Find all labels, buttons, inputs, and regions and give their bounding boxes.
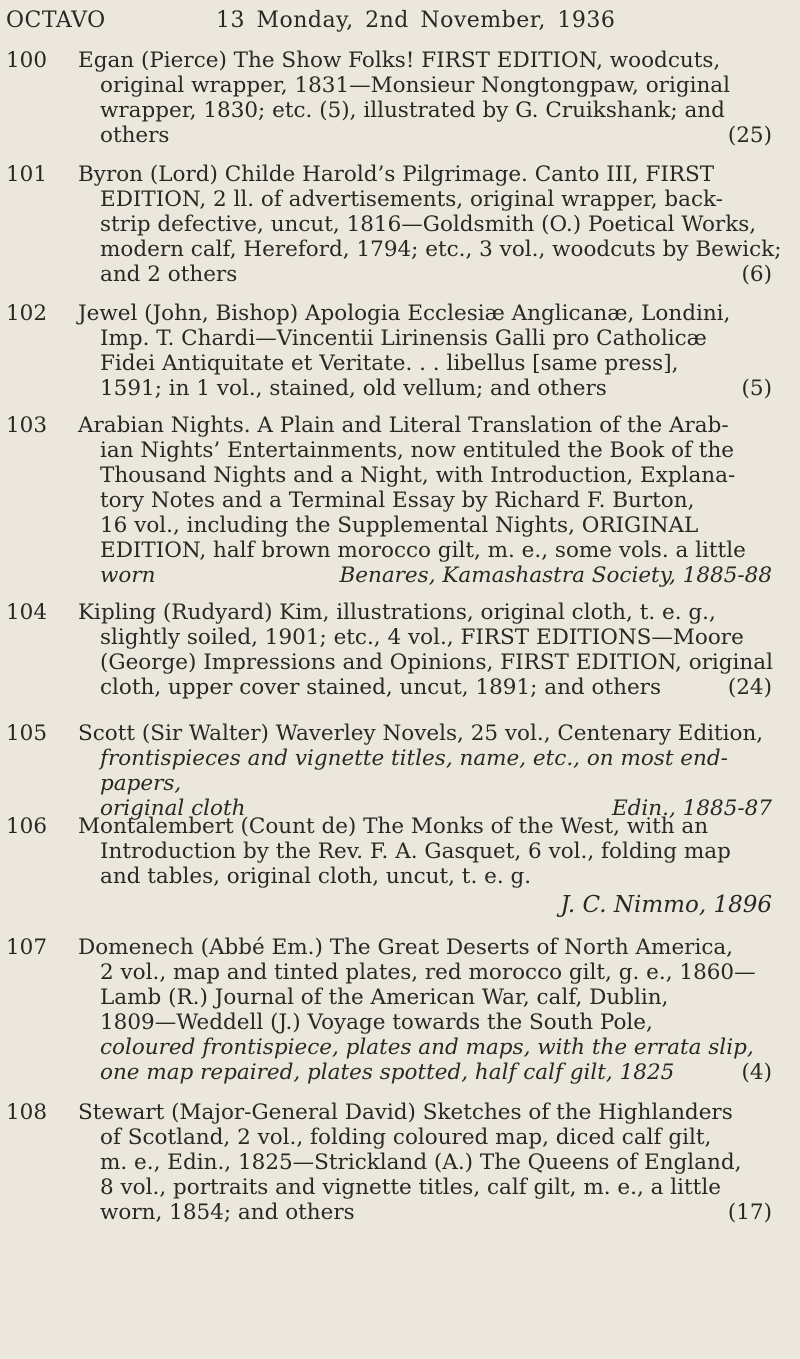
lot-number: 101 (6, 162, 48, 187)
lot-line: Stewart (Major-General David) Sketches of the Highlanders (78, 1100, 733, 1125)
lot-line: Domenech (Abbé Em.) The Great Deserts of North America, (78, 935, 734, 960)
lot-line: worn, 1854; and others (100, 1200, 355, 1225)
lot-line: Egan (Pierce) The Show Folks! FIRST EDITION, woodcuts, (78, 48, 721, 73)
lot-number: 106 (6, 814, 48, 839)
lot-line: and tables, original cloth, uncut, t. e. g. (100, 864, 532, 889)
lot-number: 107 (6, 935, 48, 960)
lot-price: (4) (741, 1060, 772, 1085)
lot-line: one map repaired, plates spotted, half calf gilt, 1825 (100, 1060, 675, 1085)
lot-line: ian Nights’ Entertainments, now entituled the Book of the (100, 438, 735, 463)
lot-line: worn (100, 563, 156, 588)
lot-number: 102 (6, 301, 48, 326)
lot-line: 1809—Weddell (J.) Voyage towards the South Pole, (100, 1010, 653, 1035)
lot-line: tory Notes and a Terminal Essay by Richard F. Burton, (100, 488, 695, 513)
lot-imprint: Edin., 1885-87 (611, 796, 772, 821)
lot-line: Arabian Nights. A Plain and Literal Translation of the Arab- (78, 413, 729, 438)
lot-line: frontispieces and vignette titles, name, etc., on most end-papers, (100, 746, 728, 796)
lot-price: (5) (741, 376, 772, 401)
lot-line: Jewel (John, Bishop) Apologia Ecclesiæ Anglicanæ, Londini, (78, 301, 731, 326)
lot-line: Lamb (R.) Journal of the American War, calf, Dublin, (100, 985, 669, 1010)
lot-line (100, 893, 107, 918)
lot-line: cloth, upper cover stained, uncut, 1891; and others (100, 675, 661, 700)
lot-line: EDITION, 2 ll. of advertisements, original wrapper, back- (100, 187, 723, 212)
lot-line: original cloth (100, 796, 246, 821)
lot-line: and 2 others (100, 262, 238, 287)
lot-line: EDITION, half brown morocco gilt, m. e., some vols. a little (100, 538, 746, 563)
lot-line: 8 vol., portraits and vignette titles, calf gilt, m. e., a little (100, 1175, 721, 1200)
lot-entry (6, 721, 794, 821)
lot-price: (17) (727, 1200, 772, 1225)
lot-line: strip defective, uncut, 1816—Goldsmith (O.) Poetical Works, (100, 212, 757, 237)
lot-line: 16 vol., including the Supplemental Nights, ORIGINAL (100, 513, 699, 538)
lot-number: 108 (6, 1100, 48, 1125)
lot-number: 105 (6, 721, 48, 746)
lot-number: 100 (6, 48, 48, 73)
section-label: OCTAVO (6, 8, 106, 33)
lot-entry (6, 301, 794, 401)
lot-number: 104 (6, 600, 48, 625)
lot-line: wrapper, 1830; etc. (5), illustrated by G. Cruikshank; and (100, 98, 725, 123)
lot-price: (24) (727, 675, 772, 700)
lot-line: Imp. T. Chardi—Vincentii Lirinensis Galli pro Catholicæ (100, 326, 707, 351)
lot-price: (6) (741, 262, 772, 287)
lot-imprint: J. C. Nimmo, 1896 (560, 892, 772, 918)
lot-line: 1591; in 1 vol., stained, old vellum; and others (100, 376, 607, 401)
lot-entry (6, 413, 794, 588)
lot-number: 103 (6, 413, 48, 438)
lot-entry (6, 162, 794, 287)
lot-line: (George) Impressions and Opinions, FIRST EDITION, original (100, 650, 773, 675)
page-date-line: 13 Monday, 2nd November, 1936 (216, 8, 616, 33)
lot-entry (6, 1100, 794, 1225)
lot-entry (6, 814, 794, 918)
lot-line: others (100, 123, 170, 148)
lot-price: (25) (727, 123, 772, 148)
lot-line: coloured frontispiece, plates and maps, with the errata slip, (100, 1035, 754, 1060)
lot-line: 2 vol., map and tinted plates, red morocco gilt, g. e., 1860— (100, 960, 756, 985)
lot-line: modern calf, Hereford, 1794; etc., 3 vol., woodcuts by Bewick; (100, 237, 782, 262)
lot-imprint: Benares, Kamashastra Society, 1885-88 (339, 563, 772, 588)
lot-line: slightly soiled, 1901; etc., 4 vol., FIRST EDITIONS—Moore (100, 625, 744, 650)
lot-entry (6, 600, 794, 700)
lot-line: Byron (Lord) Childe Harold’s Pilgrimage. Canto III, FIRST (78, 162, 715, 187)
lot-line: Montalembert (Count de) The Monks of the West, with an (78, 814, 709, 839)
lot-line: Kipling (Rudyard) Kim, illustrations, original cloth, t. e. g., (78, 600, 716, 625)
lot-entry (6, 935, 794, 1085)
lot-line: Thousand Nights and a Night, with Introduction, Explana- (100, 463, 736, 488)
lot-line: m. e., Edin., 1825—Strickland (A.) The Queens of England, (100, 1150, 742, 1175)
lot-line: of Scotland, 2 vol., folding coloured map, diced calf gilt, (100, 1125, 712, 1150)
lot-line: Introduction by the Rev. F. A. Gasquet, 6 vol., folding map (100, 839, 731, 864)
lot-line: Scott (Sir Walter) Waverley Novels, 25 vol., Centenary Edition, (78, 721, 764, 746)
lot-entry (6, 48, 794, 148)
lot-line: Fidei Antiquitate et Veritate. . . libellus [same press], (100, 351, 679, 376)
lot-line: original wrapper, 1831—Monsieur Nongtongpaw, original (100, 73, 730, 98)
